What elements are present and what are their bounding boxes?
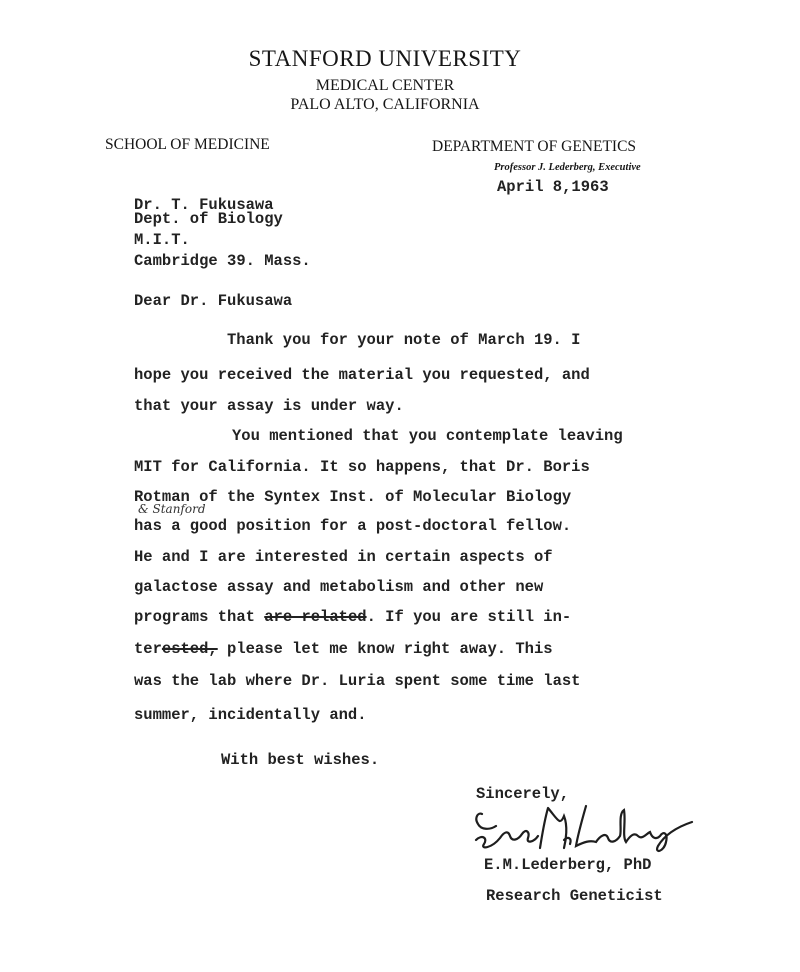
body-line: Rotman of the Syntex Inst. of Molecular Biology xyxy=(134,488,572,506)
body-line: galactose assay and metabolism and other new xyxy=(134,578,544,596)
body-line: He and I are interested in certain aspects of xyxy=(134,548,553,566)
body-text: ter xyxy=(134,640,162,658)
body-text: please let me know right away. This xyxy=(217,640,553,658)
body-line: hope you received the material you requested, and xyxy=(134,366,590,384)
recipient-dept: Dept. of Biology xyxy=(134,210,283,228)
handwritten-insertion: & Stanford xyxy=(138,502,206,516)
body-line: was the lab where Dr. Luria spent some time last xyxy=(134,672,581,690)
handwritten-signature xyxy=(468,796,698,858)
sign-off: Sincerely, xyxy=(476,785,570,803)
letterhead-university: STANFORD UNIVERSITY xyxy=(248,46,522,71)
struck-text: are related xyxy=(264,608,367,626)
recipient-institution: M.I.T. xyxy=(134,231,190,249)
salutation: Dear Dr. Fukusawa xyxy=(134,292,293,310)
letterhead-center: MEDICAL CENTER xyxy=(315,77,455,94)
body-text: . If you are still in- xyxy=(366,608,572,626)
signer-name: E.M.Lederberg, PhD xyxy=(484,856,652,874)
struck-text: ested, xyxy=(161,640,218,658)
body-line: MIT for California. It so happens, that Dr. Boris xyxy=(134,458,590,476)
letter-date: April 8,1963 xyxy=(497,178,609,196)
closing: With best wishes. xyxy=(221,751,380,769)
recipient-city: Cambridge 39. Mass. xyxy=(134,252,311,270)
body-line: You mentioned that you contemplate leaving xyxy=(232,427,623,445)
body-line xyxy=(134,640,553,658)
body-text: programs that xyxy=(134,608,265,626)
recipient-name: Dr. T. Fukusawa xyxy=(134,196,274,214)
signer-title: Research Geneticist xyxy=(486,887,663,905)
body-line: has a good position for a post-doctoral fellow. xyxy=(134,517,572,535)
body-line: summer, incidentally and. xyxy=(134,706,367,724)
body-line xyxy=(134,608,571,626)
body-line: that your assay is under way. xyxy=(134,397,404,415)
letterhead-executive: Professor J. Lederberg, Executive xyxy=(494,162,641,173)
letterhead-school: SCHOOL OF MEDICINE xyxy=(105,136,270,153)
letterhead-location: PALO ALTO, CALIFORNIA xyxy=(290,96,480,113)
body-line: Thank you for your note of March 19. I xyxy=(227,331,581,349)
letterhead-department: DEPARTMENT OF GENETICS xyxy=(432,138,637,155)
